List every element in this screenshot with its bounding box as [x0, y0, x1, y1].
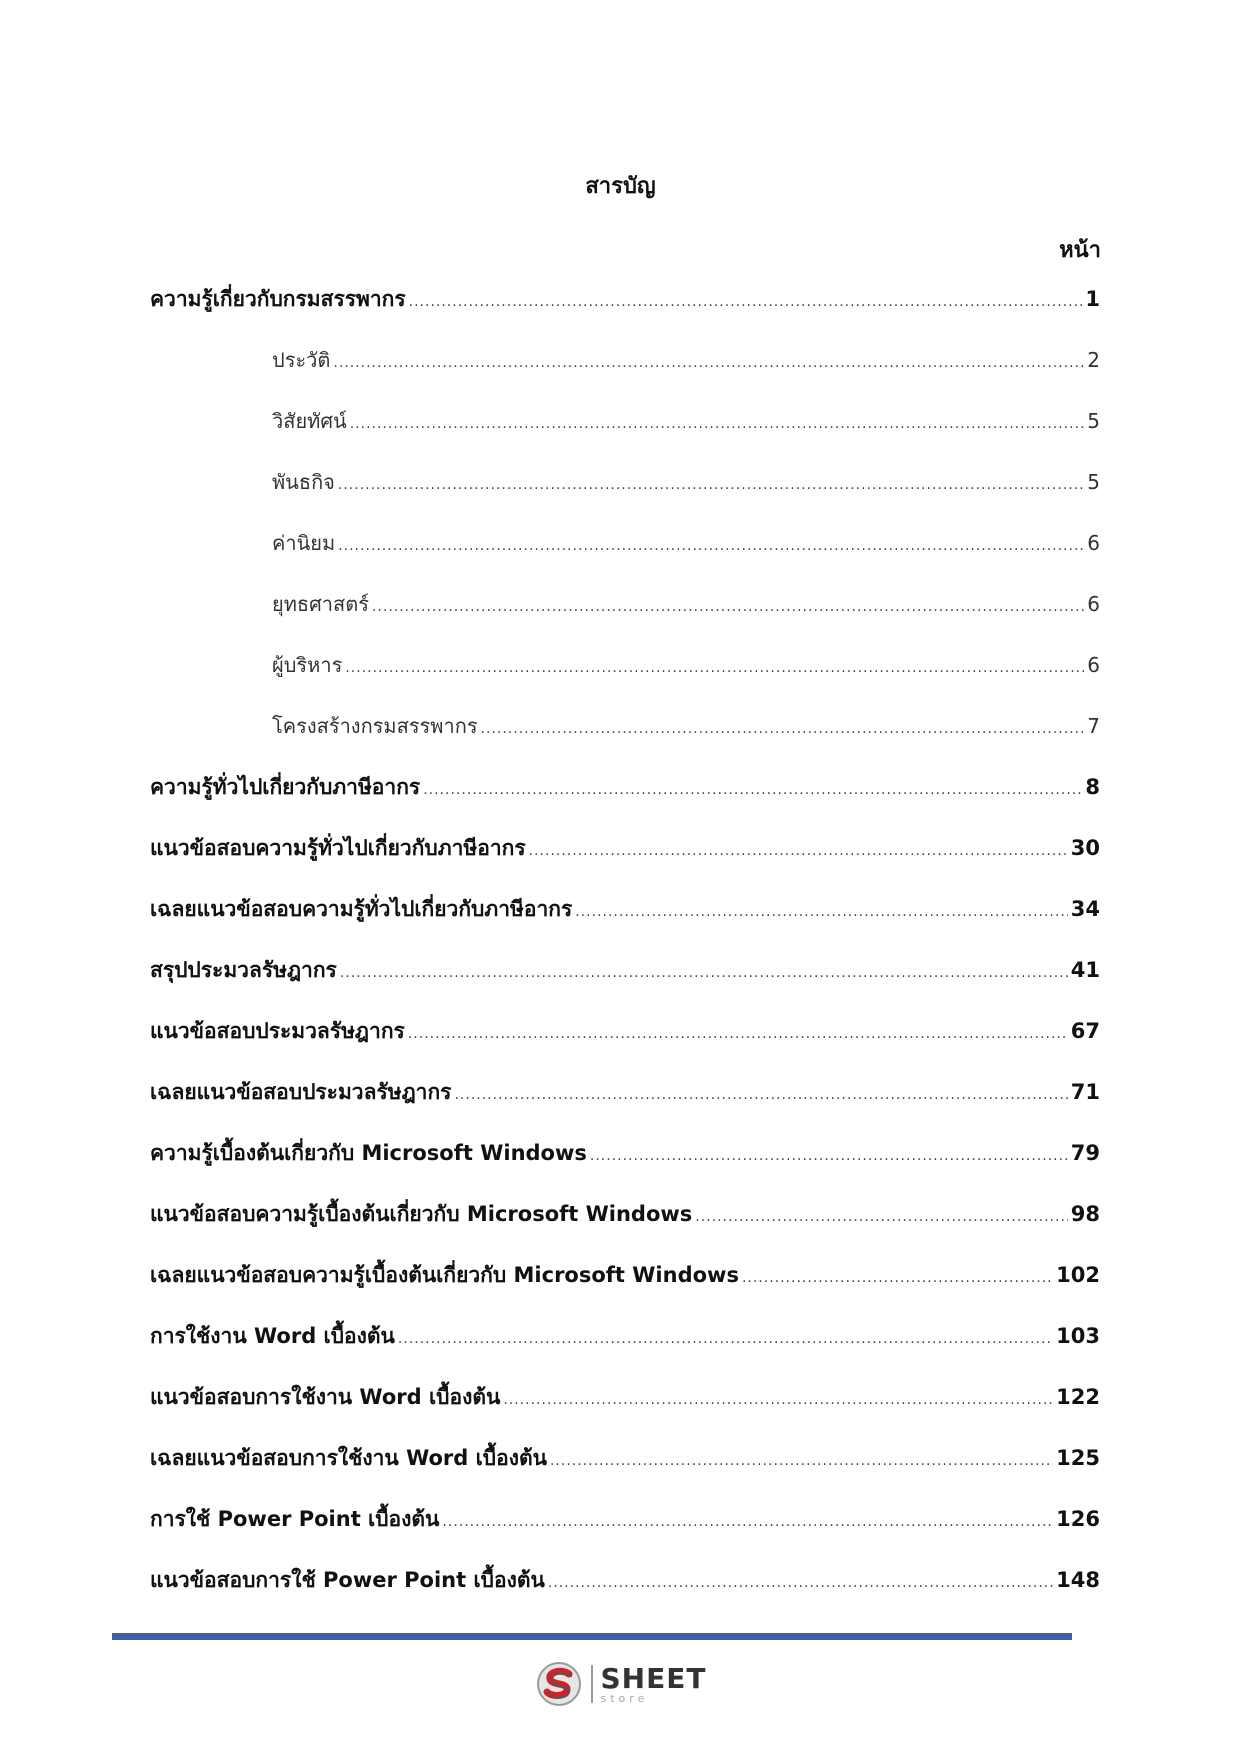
toc-entry — [150, 1564, 1100, 1625]
toc-entry-page: 8 — [1085, 775, 1100, 799]
toc-entry — [150, 771, 1100, 832]
toc-entry — [150, 1198, 1100, 1259]
toc-leader-dots — [454, 1087, 1067, 1103]
toc-entry — [150, 283, 1100, 344]
toc-leader-dots — [340, 965, 1068, 981]
toc-entry — [150, 405, 1100, 466]
toc-entry-page: 71 — [1070, 1080, 1100, 1104]
toc-leader-dots — [345, 660, 1084, 676]
toc-entry-label: ความรู้เบื้องต้นเกี่ยวกับ Microsoft Windows — [150, 1141, 587, 1165]
toc-leader-dots — [350, 416, 1085, 432]
logo-text — [600, 1661, 707, 1705]
toc-entry-page: 103 — [1056, 1324, 1100, 1348]
toc-entry-label: ความรู้เกี่ยวกับกรมสรรพากร — [150, 287, 406, 311]
logo-separator — [591, 1665, 593, 1703]
toc-leader-dots — [338, 538, 1084, 554]
toc-entry-page: 7 — [1087, 714, 1100, 738]
footer-logo — [0, 1660, 1241, 1708]
toc-entry — [150, 1076, 1100, 1137]
table-of-contents — [150, 283, 1100, 1625]
toc-entry-label: เฉลยแนวข้อสอบการใช้งาน Word เบื้องต้น — [150, 1446, 547, 1470]
toc-entry-page: 125 — [1056, 1446, 1100, 1470]
toc-leader-dots — [423, 782, 1082, 798]
toc-entry — [150, 649, 1100, 710]
toc-entry-label: การใช้ Power Point เบื้องต้น — [150, 1507, 440, 1531]
toc-entry-label: แนวข้อสอบความรู้เบื้องต้นเกี่ยวกับ Microsoft Windows — [150, 1202, 693, 1226]
toc-entry-label: ยุทธศาสตร์ — [272, 592, 369, 616]
toc-entry — [150, 344, 1100, 405]
toc-leader-dots — [529, 843, 1068, 859]
toc-entry-label: เฉลยแนวข้อสอบประมวลรัษฎากร — [150, 1080, 452, 1104]
toc-leader-dots — [550, 1453, 1053, 1469]
toc-leader-dots — [742, 1270, 1053, 1286]
toc-entry-page: 122 — [1056, 1385, 1100, 1409]
toc-entry-page: 6 — [1087, 531, 1100, 555]
toc-leader-dots — [575, 904, 1068, 920]
toc-leader-dots — [408, 1026, 1068, 1042]
toc-entry — [150, 1381, 1100, 1442]
toc-entry-page: 6 — [1087, 653, 1100, 677]
toc-entry-page: 98 — [1070, 1202, 1100, 1226]
toc-leader-dots — [481, 721, 1085, 737]
toc-entry-label: แนวข้อสอบการใช้งาน Word เบื้องต้น — [150, 1385, 501, 1409]
toc-entry-label: ประวัติ — [272, 348, 331, 372]
toc-leader-dots — [398, 1331, 1053, 1347]
footer-divider-bar — [112, 1633, 1072, 1640]
toc-entry — [150, 1320, 1100, 1381]
toc-entry — [150, 1259, 1100, 1320]
toc-leader-dots — [333, 355, 1084, 371]
toc-leader-dots — [548, 1575, 1053, 1591]
toc-entry — [150, 1503, 1100, 1564]
toc-entry — [150, 527, 1100, 588]
toc-entry-page: 1 — [1085, 287, 1100, 311]
toc-entry-label: แนวข้อสอบการใช้ Power Point เบื้องต้น — [150, 1568, 545, 1592]
toc-leader-dots — [590, 1148, 1068, 1164]
toc-entry-label: แนวข้อสอบความรู้ทั่วไปเกี่ยวกับภาษีอากร — [150, 836, 526, 860]
toc-leader-dots — [338, 477, 1084, 493]
toc-leader-dots — [409, 294, 1083, 310]
toc-entry — [150, 710, 1100, 771]
toc-entry-label: การใช้งาน Word เบื้องต้น — [150, 1324, 395, 1348]
toc-entry-page: 41 — [1070, 958, 1100, 982]
toc-entry-page: 30 — [1070, 836, 1100, 860]
toc-leader-dots — [442, 1514, 1053, 1530]
toc-leader-dots — [695, 1209, 1067, 1225]
toc-entry-label: ความรู้ทั่วไปเกี่ยวกับภาษีอากร — [150, 775, 421, 799]
page-title: สารบัญ — [585, 174, 656, 199]
toc-entry-page: 6 — [1087, 592, 1100, 616]
toc-entry-page: 2 — [1087, 348, 1100, 372]
toc-entry-label: ค่านิยม — [272, 531, 336, 555]
toc-entry-page: 126 — [1056, 1507, 1100, 1531]
toc-entry-page: 5 — [1087, 409, 1100, 433]
toc-entry — [150, 832, 1100, 893]
toc-entry-page: 34 — [1070, 897, 1100, 921]
toc-entry-label: โครงสร้างกรมสรรพากร — [272, 714, 478, 738]
toc-entry — [150, 893, 1100, 954]
toc-entry-page: 5 — [1087, 470, 1100, 494]
toc-entry — [150, 954, 1100, 1015]
logo-brand-sub: store — [600, 1691, 649, 1705]
toc-entry — [150, 588, 1100, 649]
toc-entry-page: 148 — [1056, 1568, 1100, 1592]
toc-leader-dots — [372, 599, 1084, 615]
toc-entry-label: เฉลยแนวข้อสอบความรู้ทั่วไปเกี่ยวกับภาษีอากร — [150, 897, 573, 921]
toc-entry-page: 67 — [1070, 1019, 1100, 1043]
toc-entry-page: 102 — [1056, 1263, 1100, 1287]
toc-entry — [150, 1442, 1100, 1503]
sheet-store-logo-icon — [535, 1660, 583, 1708]
toc-entry-label: แนวข้อสอบประมวลรัษฎากร — [150, 1019, 405, 1043]
logo-brand: SHEET — [600, 1661, 707, 1695]
toc-entry — [150, 1137, 1100, 1198]
toc-entry — [150, 466, 1100, 527]
toc-entry-label: ผู้บริหาร — [272, 653, 343, 677]
toc-entry-label: วิสัยทัศน์ — [272, 409, 347, 433]
toc-leader-dots — [503, 1392, 1053, 1408]
toc-entry-label: เฉลยแนวข้อสอบความรู้เบื้องต้นเกี่ยวกับ Microsoft Windows — [150, 1263, 739, 1287]
toc-entry — [150, 1015, 1100, 1076]
toc-entry-label: พันธกิจ — [272, 470, 335, 494]
toc-entry-page: 79 — [1070, 1141, 1100, 1165]
toc-entry-label: สรุปประมวลรัษฎากร — [150, 958, 337, 982]
page-column-header: หน้า — [1059, 238, 1101, 263]
